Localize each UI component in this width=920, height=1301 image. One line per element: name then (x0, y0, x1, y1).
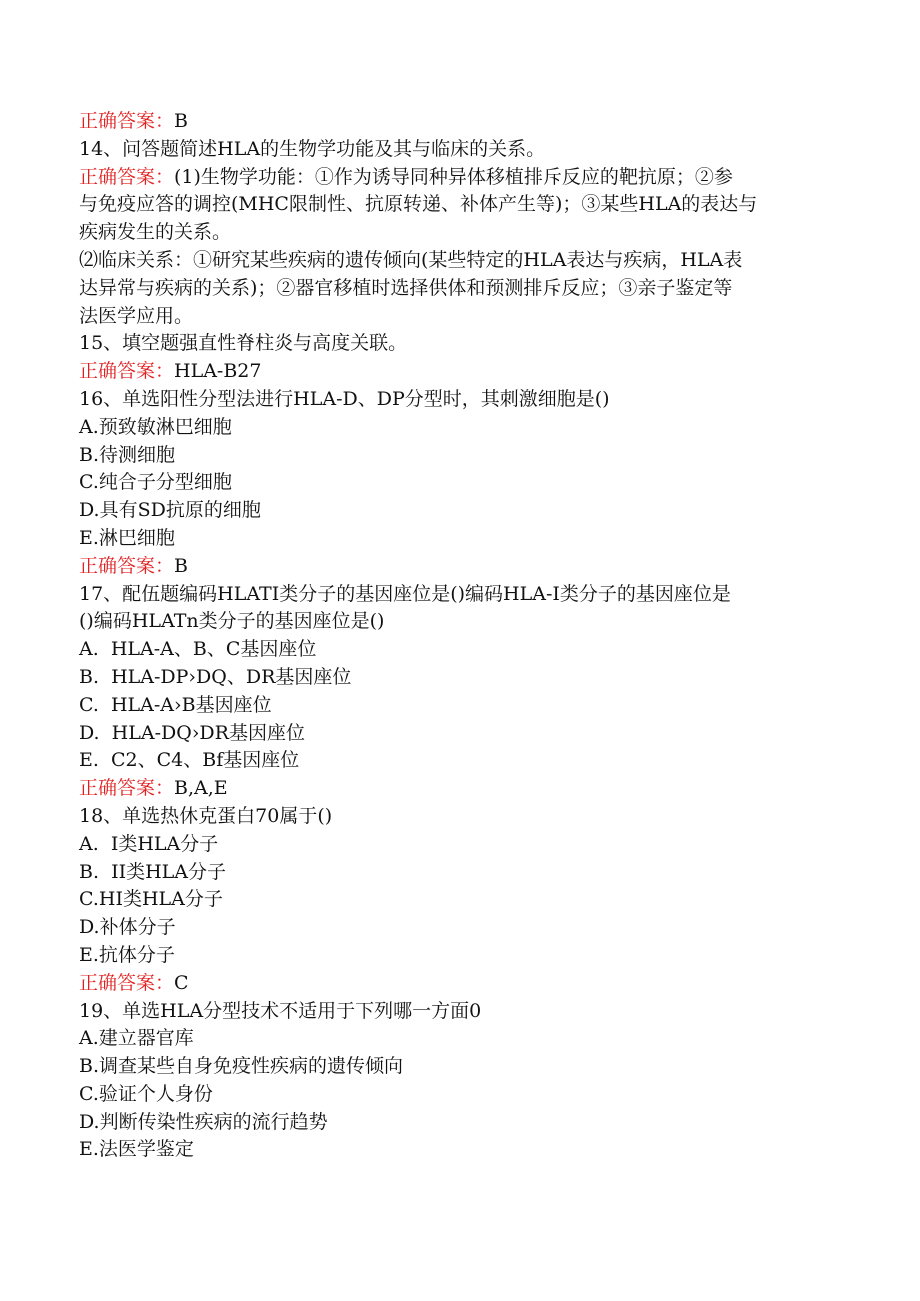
text-line: 达异常与疾病的关系)；②器官移植时选择供体和预测排斥反应；③亲子鉴定等 (79, 276, 733, 299)
text-line: D.具有SD抗原的细胞 (79, 499, 261, 522)
answer-value: B (174, 110, 188, 132)
answer-value: C (174, 971, 189, 994)
text-line: D.补体分子 (79, 916, 176, 939)
text-line: D. HLA-DQ›DR基因座位 (79, 721, 305, 744)
text-line: 疾病发生的关系。 (79, 221, 232, 244)
text-line: C.纯合子分型细胞 (79, 471, 232, 494)
text-line: A. I类HLA分子 (79, 832, 219, 855)
text-line: E.淋巴细胞 (79, 526, 175, 549)
answer-value: B (174, 554, 188, 577)
answer-line (79, 553, 839, 581)
answer-label: 正确答案： (79, 360, 175, 383)
text-line: C. HLA-A›B基因座位 (79, 693, 272, 716)
answer-line (79, 775, 839, 803)
text-line: 17、配伍题编码HLATI类分子的基因座位是()编码HLA-I类分子的基因座位是 (79, 582, 731, 605)
answer-line (79, 164, 839, 192)
text-line: ⑵临床关系：①研究某些疾病的遗传倾向(某些特定的HLA表达与疾病，HLA表 (79, 248, 743, 271)
text-line: 19、单选HLA分型技术不适用于下列哪一方面0 (79, 999, 482, 1022)
text-line: 与免疫应答的调控(MHC限制性、抗原转递、补体产生等)；③某些HLA的表达与 (79, 193, 758, 216)
answer-value: B,A,E (174, 777, 228, 800)
answer-value: HLA-B27 (174, 360, 262, 383)
text-line: E.法医学鉴定 (79, 1138, 194, 1161)
answer-label: 正确答案： (79, 165, 175, 188)
text-line: 18、单选热休克蛋白70属于() (79, 804, 333, 827)
answer-label: 正确答案： (79, 777, 175, 800)
document-page (79, 108, 839, 1164)
text-line: B. II类HLA分子 (79, 860, 226, 883)
text-line: C.HI类HLA分子 (79, 888, 223, 911)
answer-label: 正确答案： (79, 110, 175, 132)
text-line: ()编码HLATn类分子的基因座位是() (79, 610, 385, 633)
text-line: 14、问答题简述HLA的生物学功能及其与临床的关系。 (79, 137, 546, 160)
text-line: B.待测细胞 (79, 443, 176, 466)
answer-label: 正确答案： (79, 971, 175, 994)
text-line: A.建立器官库 (79, 1027, 194, 1050)
text-line: A. HLA-A、B、C基因座位 (79, 638, 317, 661)
answer-line (79, 970, 839, 998)
answer-label: 正确答案： (79, 554, 175, 577)
answer-line (79, 358, 839, 386)
text-line: B.调查某些自身免疫性疾病的遗传倾向 (79, 1055, 404, 1078)
text-line: E. C2、C4、Bf基因座位 (79, 749, 300, 772)
text-line: 15、填空题强直性脊柱炎与高度关联。 (79, 332, 408, 355)
text-line: B. HLA-DP›DQ、DR基因座位 (79, 665, 352, 688)
text-line: D.判断传染性疾病的流行趋势 (79, 1110, 328, 1133)
text-line: 16、单选阳性分型法进行HLA-D、DP分型时，其刺激细胞是() (79, 387, 610, 410)
text-line: 法医学应用。 (79, 304, 194, 327)
text-line: E.抗体分子 (79, 943, 175, 966)
answer-value: (1)生物学功能：①作为诱导同种异体移植排斥反应的靶抗原；②参 (174, 165, 733, 188)
answer-line (79, 108, 839, 136)
text-line: A.预致敏淋巴细胞 (79, 415, 232, 438)
text-line: C.验证个人身份 (79, 1082, 213, 1105)
